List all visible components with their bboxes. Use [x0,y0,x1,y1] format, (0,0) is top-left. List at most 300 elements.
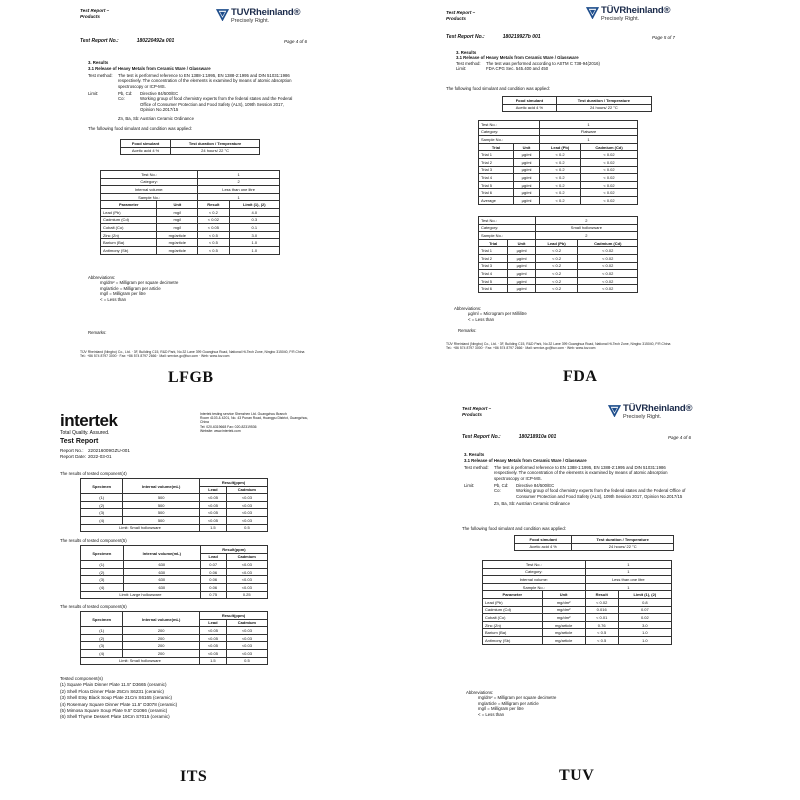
report-number [446,34,541,40]
section-heading: 3. Results [464,452,485,457]
table-row [479,136,638,144]
table-cell: < 0.01 [585,614,618,622]
table-cell: 500 [123,494,200,502]
table-cell: Antimony (Sb) [483,636,543,644]
table-cell: µg/ml [513,189,539,197]
table-cell: Category: [101,178,198,186]
table-cell: Limit: Small hollowware [81,524,200,532]
table-cell: µg/ml [508,262,535,270]
component-item: (2) Shell Flora Dinner Plate 25Cm S6231 (ceramic) [60,688,164,694]
table-header: Food simulant [121,140,171,148]
address-line: Intertek testing service Shenzhen Ltd. Guangzhou Branch [200,412,287,416]
footer [446,342,678,351]
component-item: (6) Shell Thyme Dessert Plate 19Cm S7015 (ceramic) [60,714,170,720]
table-cell: µg/ml [513,151,539,159]
table-cell: < 0.2 [535,247,578,255]
table-cell: Limit: Large hollowware [81,591,201,599]
logo-name: intertek [60,411,118,430]
table-header: Unit [157,201,198,209]
abbreviations [88,275,178,302]
table-cell: < 0.02 [581,174,638,182]
table-cell: µg/ml [508,285,535,293]
table-header: Specimen [81,612,123,627]
table-cell: 0.06 [200,568,226,576]
method-label: Test method: [464,464,489,470]
table-header: Internal volume(mL) [123,479,200,494]
simulant-table [514,535,674,551]
fda-report-page [446,2,680,368]
table-row [479,166,638,174]
table-cell: Internal volume: [101,186,198,194]
table-row [101,224,280,232]
limit-co-label: Co: [118,96,125,102]
table-row [483,598,672,606]
table-cell: < 0.02 [585,598,618,606]
simulant-intro: The following food simulant and condition was applied: [446,86,550,91]
table-cell: Test No.: [479,121,540,129]
table-cell: 0.07 [618,606,671,614]
table-cell: < 0.2 [540,174,581,182]
table-row [101,171,280,179]
table-row [483,614,672,622]
table-row [479,196,638,204]
table-cell: 200 [123,642,200,650]
abbreviation-item: µg/ml = Microgram per Millilitre [468,311,527,317]
limit-label: Limit: [88,91,99,97]
header-line-2: Products [446,15,466,21]
table-row [81,649,268,657]
table-cell: Test No.: [101,171,198,179]
lab-address [200,412,310,433]
table-cell: 200 [123,649,200,657]
components-title: Tested component(s) [60,676,103,681]
report-header [462,406,491,417]
table-row [483,583,672,591]
table-row [81,657,268,665]
table-row [101,178,280,186]
header-line-1: Test Report – [446,10,476,15]
results-section [88,60,308,131]
table-row [81,634,268,642]
method-text: The test is performed reference to EN 1388-1:1995, EN 1388-2:1995 and DIN 51031:1986 respectively. The concentration of the elements is examined by means of atomic absorption spectroscopy or ICP-MS. [494,464,668,481]
table-cell: 500 [123,516,200,524]
table-cell: Test No.: [483,561,586,569]
table-header: Test duration / Temperature [171,140,260,148]
report-date-label: Report Date: [60,454,87,459]
results-table-4 [80,478,268,532]
table-cell: < 0.2 [198,208,229,216]
logo-tagline: Precisely Right. [601,16,640,22]
table-cell: Test No.: [479,217,536,225]
table-header: Cadmium (Cd) [581,143,638,151]
table-cell: (4) [81,516,123,524]
tuv-logo [586,6,670,23]
table-cell: µg/ml [513,181,539,189]
table-cell: <0.03 [226,516,267,524]
table-cell: < 0.02 [578,285,638,293]
table-header: Unit [508,239,535,247]
table-5-title: The results of tested component(5) [60,538,127,543]
table-cell: 2 [535,232,637,240]
table-cell: 24 hours/ 22 °C [171,147,260,155]
table-cell: < 0.02 [578,247,638,255]
footer-address: TÜV Rheinland (Ningbo) Co., Ltd. · 3F, Building C15, R&D Park, No.32 Lane 399 Guanghua Road, National Hi-Tech Zone, Ningbo 315040, P.R.China [80,350,305,354]
table-cell: < 0.2 [540,158,581,166]
table-cell: < 0.2 [540,181,581,189]
header-line-1: Test Report – [80,8,110,13]
table-cell: < 0.02 [581,158,638,166]
table-cell: 500 [123,509,200,517]
table-row [101,231,280,239]
subsection-heading: 3.1 Release of Heavy Metals from Ceramic Ware / Glassware [456,55,579,61]
table-cell: Trial 4 [479,174,514,182]
table-header: Result [585,591,618,599]
table-cell: Zinc (Zn) [483,621,543,629]
simulant-intro: The following food simulant and condition was applied: [88,126,192,132]
table-cell: mg/dm² [542,614,585,622]
limit-value: FDA CPG Sec. 545.400 and 450 [486,66,549,72]
abbreviation-item: mg/l = Milligram per litre [478,706,524,712]
table-cell: 1.0 [229,246,279,254]
table-cell: 1 [198,171,280,179]
table-cell: Trial 6 [479,189,514,197]
table-row [479,174,638,182]
table-row [81,627,268,635]
table-cell: Sample No.: [101,193,198,201]
table-row [81,568,268,576]
abbreviation-item: mg/article = Milligram per article [478,700,539,706]
table-cell: < 0.2 [540,189,581,197]
table-cell: Small hollowware [535,224,637,232]
table-header: Result(ppm) [199,479,267,487]
abbreviation-item: mg/dm² = Milligram per square decimetre [100,280,179,286]
table-row [81,509,268,517]
tuv-logo [216,8,300,25]
table-cell: Trial 3 [479,166,514,174]
table-cell: Cadmium (Cd) [101,216,157,224]
table-cell: < 0.5 [585,629,618,637]
table-cell: Trial 5 [479,277,508,285]
table-cell: mg/article [542,621,585,629]
table-row [479,262,638,270]
table-cell: <0.03 [226,501,267,509]
table-cell: Trial 2 [479,158,514,166]
limit-zn-value: Austrian Ceramic Ordinance [140,115,194,121]
remarks-label: Remarks: [458,328,477,333]
method-text: The test was performed according to ASTM C 738-94(2016) [486,60,600,66]
table-cell: 1.5 [199,657,226,665]
table-row [479,217,638,225]
caption-its: ITS [180,768,208,785]
table-cell: < 0.5 [198,239,229,247]
table-cell: Internal volume: [483,576,586,584]
table-row [479,224,638,232]
table-cell: Barium (Ba) [101,239,157,247]
table-cell: (2) [81,634,123,642]
table-header: Lead [200,553,226,561]
table-cell: Trial 4 [479,270,508,278]
table-cell: 1 [585,568,671,576]
table-cell: mg/article [542,629,585,637]
logo-tagline: Precisely Right. [623,414,662,420]
table-header: Result [198,201,229,209]
report-number-label: Test Report No.: [462,434,501,440]
table-row [479,158,638,166]
table-cell: Average [479,196,514,204]
tuv-logo [608,404,692,421]
table-cell: mg/dm² [542,606,585,614]
results-section [456,50,676,72]
table-4-title: The results of tested component(4) [60,471,127,476]
table-cell: 1 [540,136,638,144]
limit-zn-label: Zn, Ba, Sb: [494,501,516,507]
page-number: Page 4 of 6 [284,39,308,44]
table-header: Cadmium [226,553,268,561]
table-row [479,121,638,129]
table-row [101,246,280,254]
table-cell: Barium (Ba) [483,629,543,637]
table-cell: < 0.02 [581,166,638,174]
table-header: Test duration / Temperature [572,536,674,544]
table-cell: <0.05 [199,634,226,642]
table-cell: 1 [198,193,280,201]
table-cell: < 0.5 [198,246,229,254]
table-cell: mg/l [157,216,198,224]
table-header: Specimen [81,546,124,561]
limit-co-label: Co: [494,488,501,494]
table-cell: (1) [81,561,124,569]
table-cell: < 0.02 [578,277,638,285]
table-cell: Trial 2 [479,254,508,262]
logo-tagline: Precisely Right. [231,18,270,24]
table-header: Lead (Pb) [540,143,581,151]
table-row [483,576,672,584]
table-row [479,254,638,262]
abbreviation-item: < = Less than [100,296,127,302]
results-table-2 [478,216,638,293]
table-cell: (3) [81,642,123,650]
limit-pbcd-value: Directive 84/500/EC [140,91,179,97]
footer-contact: Tel.: +86 574 8797 3000 · Fax: +86 574 8797 2666 · Mail: service-gc@tuv.com · Web: www.tuv.com [446,346,596,351]
method-label: Test method: [456,60,481,66]
limit-pbcd-label: Pb, Cd: [494,483,509,489]
table-cell: 3.0 [618,621,671,629]
table-cell: Trial 5 [479,181,514,189]
table-cell: mg/dm² [542,598,585,606]
table-cell: < 0.2 [540,196,581,204]
table-cell: µg/ml [508,247,535,255]
table-cell: 1.0 [618,629,671,637]
address-line: Website: www.intertek.com [200,428,241,433]
table-cell: 630 [123,583,200,591]
table-cell: Lead (Pb) [483,598,543,606]
table-row [483,606,672,614]
limit-pbcd-label: Pb, Cd: [118,91,133,97]
report-number-label: Test Report No.: [80,38,119,44]
report-number-value: 180219927b 001 [502,34,541,40]
table-cell: mg/article [157,231,198,239]
table-cell: 0.25 [226,591,268,599]
table-cell: Sample No.: [479,232,536,240]
table-cell: < 0.02 [578,262,638,270]
table-header: Unit [513,143,539,151]
table-cell: µg/ml [513,196,539,204]
report-number-value: 180220492a 001 [136,38,175,44]
report-title: Test Report [60,438,99,445]
table-cell: 0.1 [229,224,279,232]
table-cell: Category: [479,128,540,136]
caption-lfgb: LFGB [168,369,214,386]
table-row [479,189,638,197]
table-cell: <0.03 [226,509,267,517]
report-meta [60,448,130,460]
table-cell: Sample No.: [479,136,540,144]
table-cell: Zinc (Zn) [101,231,157,239]
table-6-title: The results of tested component(6) [60,604,127,609]
table-cell: 0.02 [618,614,671,622]
report-header [80,8,109,19]
table-row [479,239,638,247]
table-cell: µg/ml [508,270,535,278]
table-row [101,216,280,224]
table-cell: 0.8 [618,598,671,606]
table-row [81,561,268,569]
table-cell: (2) [81,501,123,509]
table-header: Trial [479,143,514,151]
table-header: Internal volume(mL) [123,612,200,627]
table-cell: <0.03 [226,561,268,569]
table-row [101,186,280,194]
table-cell: mg/l [157,208,198,216]
table-cell: µg/ml [513,158,539,166]
table-cell: 630 [123,561,200,569]
remarks-label: Remarks: [88,330,107,335]
component-item: (1) Square Plain Dinner Plate 11.5" D3665 (ceramic) [60,682,167,688]
abbreviation-item: < = Less than [468,316,495,322]
table-header: Specimen [81,479,123,494]
table-row [81,583,268,591]
limit-pbcd-value: Directive 84/500/EC [516,483,555,489]
abbreviations-title: Abbreviations: [454,306,482,311]
table-cell: < 0.02 [578,254,638,262]
table-cell: <0.03 [226,576,268,584]
report-number-value: 180218910a 001 [518,434,557,440]
table-cell: Limit: Small hollowware [81,657,200,665]
results-table [100,170,280,255]
table-cell: < 0.2 [535,270,578,278]
table-cell: 500 [123,501,200,509]
table-header: Cadmium [226,486,267,494]
table-cell: µg/ml [513,174,539,182]
table-cell: 0.3 [229,216,279,224]
table-cell: 1.5 [199,524,226,532]
report-number [462,434,556,440]
table-cell: < 0.2 [535,262,578,270]
table-cell: (2) [81,568,124,576]
table-row [483,561,672,569]
table-cell: 200 [123,634,200,642]
table-cell: < 0.02 [581,151,638,159]
table-cell: <0.05 [199,516,226,524]
table-header: Cadmium (Cd) [578,239,638,247]
table-cell: mg/article [542,636,585,644]
limit-co-value: Working group of food chemistry experts from the federal states and the Federal Office of Consumer Protection and Food Safety (ALS), 109th Session 2017, Opinion No.2017/15 [516,488,686,499]
table-cell: 24 hours/ 22 °C [572,543,674,551]
table-cell: 3.0 [229,231,279,239]
table-row [479,128,638,136]
table-cell: Cadmium (Cd) [483,606,543,614]
caption-tuv: TUV [559,767,595,784]
table-cell: <0.03 [226,494,267,502]
table-header: Trial [479,239,508,247]
table-cell: <0.03 [226,568,268,576]
table-header: Internal volume(mL) [123,546,200,561]
table-cell: (1) [81,494,123,502]
table-cell: <0.03 [226,583,268,591]
table-header: Food simulant [515,536,572,544]
table-cell: Lead (Pb) [101,208,157,216]
table-cell: (3) [81,576,124,584]
table-cell: <0.05 [199,509,226,517]
table-header: Lead [199,619,226,627]
table-cell: Category: [479,224,536,232]
intertek-logo [60,412,117,436]
table-cell: <0.03 [226,627,267,635]
page-number: Page 5 of 7 [652,35,676,40]
tuv-triangle-icon [586,6,599,19]
header-line-2: Products [80,13,100,19]
table-row [479,270,638,278]
table-cell: <0.03 [226,634,267,642]
table-cell: < 0.2 [535,285,578,293]
table-cell: 1 [540,121,638,129]
table-cell: <0.05 [199,649,226,657]
table-row [483,629,672,637]
table-row [81,479,268,487]
table-cell: Antimony (Sb) [101,246,157,254]
table-cell: < 0.02 [198,216,229,224]
table-row [101,193,280,201]
table-cell: 4.0 [229,208,279,216]
table-row [479,232,638,240]
table-header: Parameter [483,591,543,599]
table-cell: µg/ml [508,277,535,285]
limit-zn-value: Austrian Ceramic Ordinance [516,501,570,507]
table-cell: 0.5 [226,657,267,665]
abbreviation-item: mg/l = Milligram per litre [100,291,146,297]
table-header: Result(ppm) [200,546,267,554]
table-row [479,277,638,285]
logo-name: TÜVRheinland® [231,8,301,18]
table-cell: Cobalt (Co) [483,614,543,622]
table-row [479,247,638,255]
table-cell: Less than one litre [585,576,671,584]
table-row [483,568,672,576]
simulant-intro: The following food simulant and condition was applied: [462,526,566,531]
table-cell: < 0.2 [540,151,581,159]
report-date-value: 2022-03-01 [88,454,112,459]
abbreviations-title: Abbreviations: [466,690,494,695]
abbreviations [454,306,527,322]
table-cell: Flatware [540,128,638,136]
table-row [81,494,268,502]
table-cell: µg/ml [513,166,539,174]
section-heading: 3. Results [88,60,109,65]
table-cell: 1 [585,561,671,569]
results-table-1 [478,120,638,205]
table-cell: 0.07 [200,561,226,569]
table-header: Limit (1), (2) [229,201,279,209]
